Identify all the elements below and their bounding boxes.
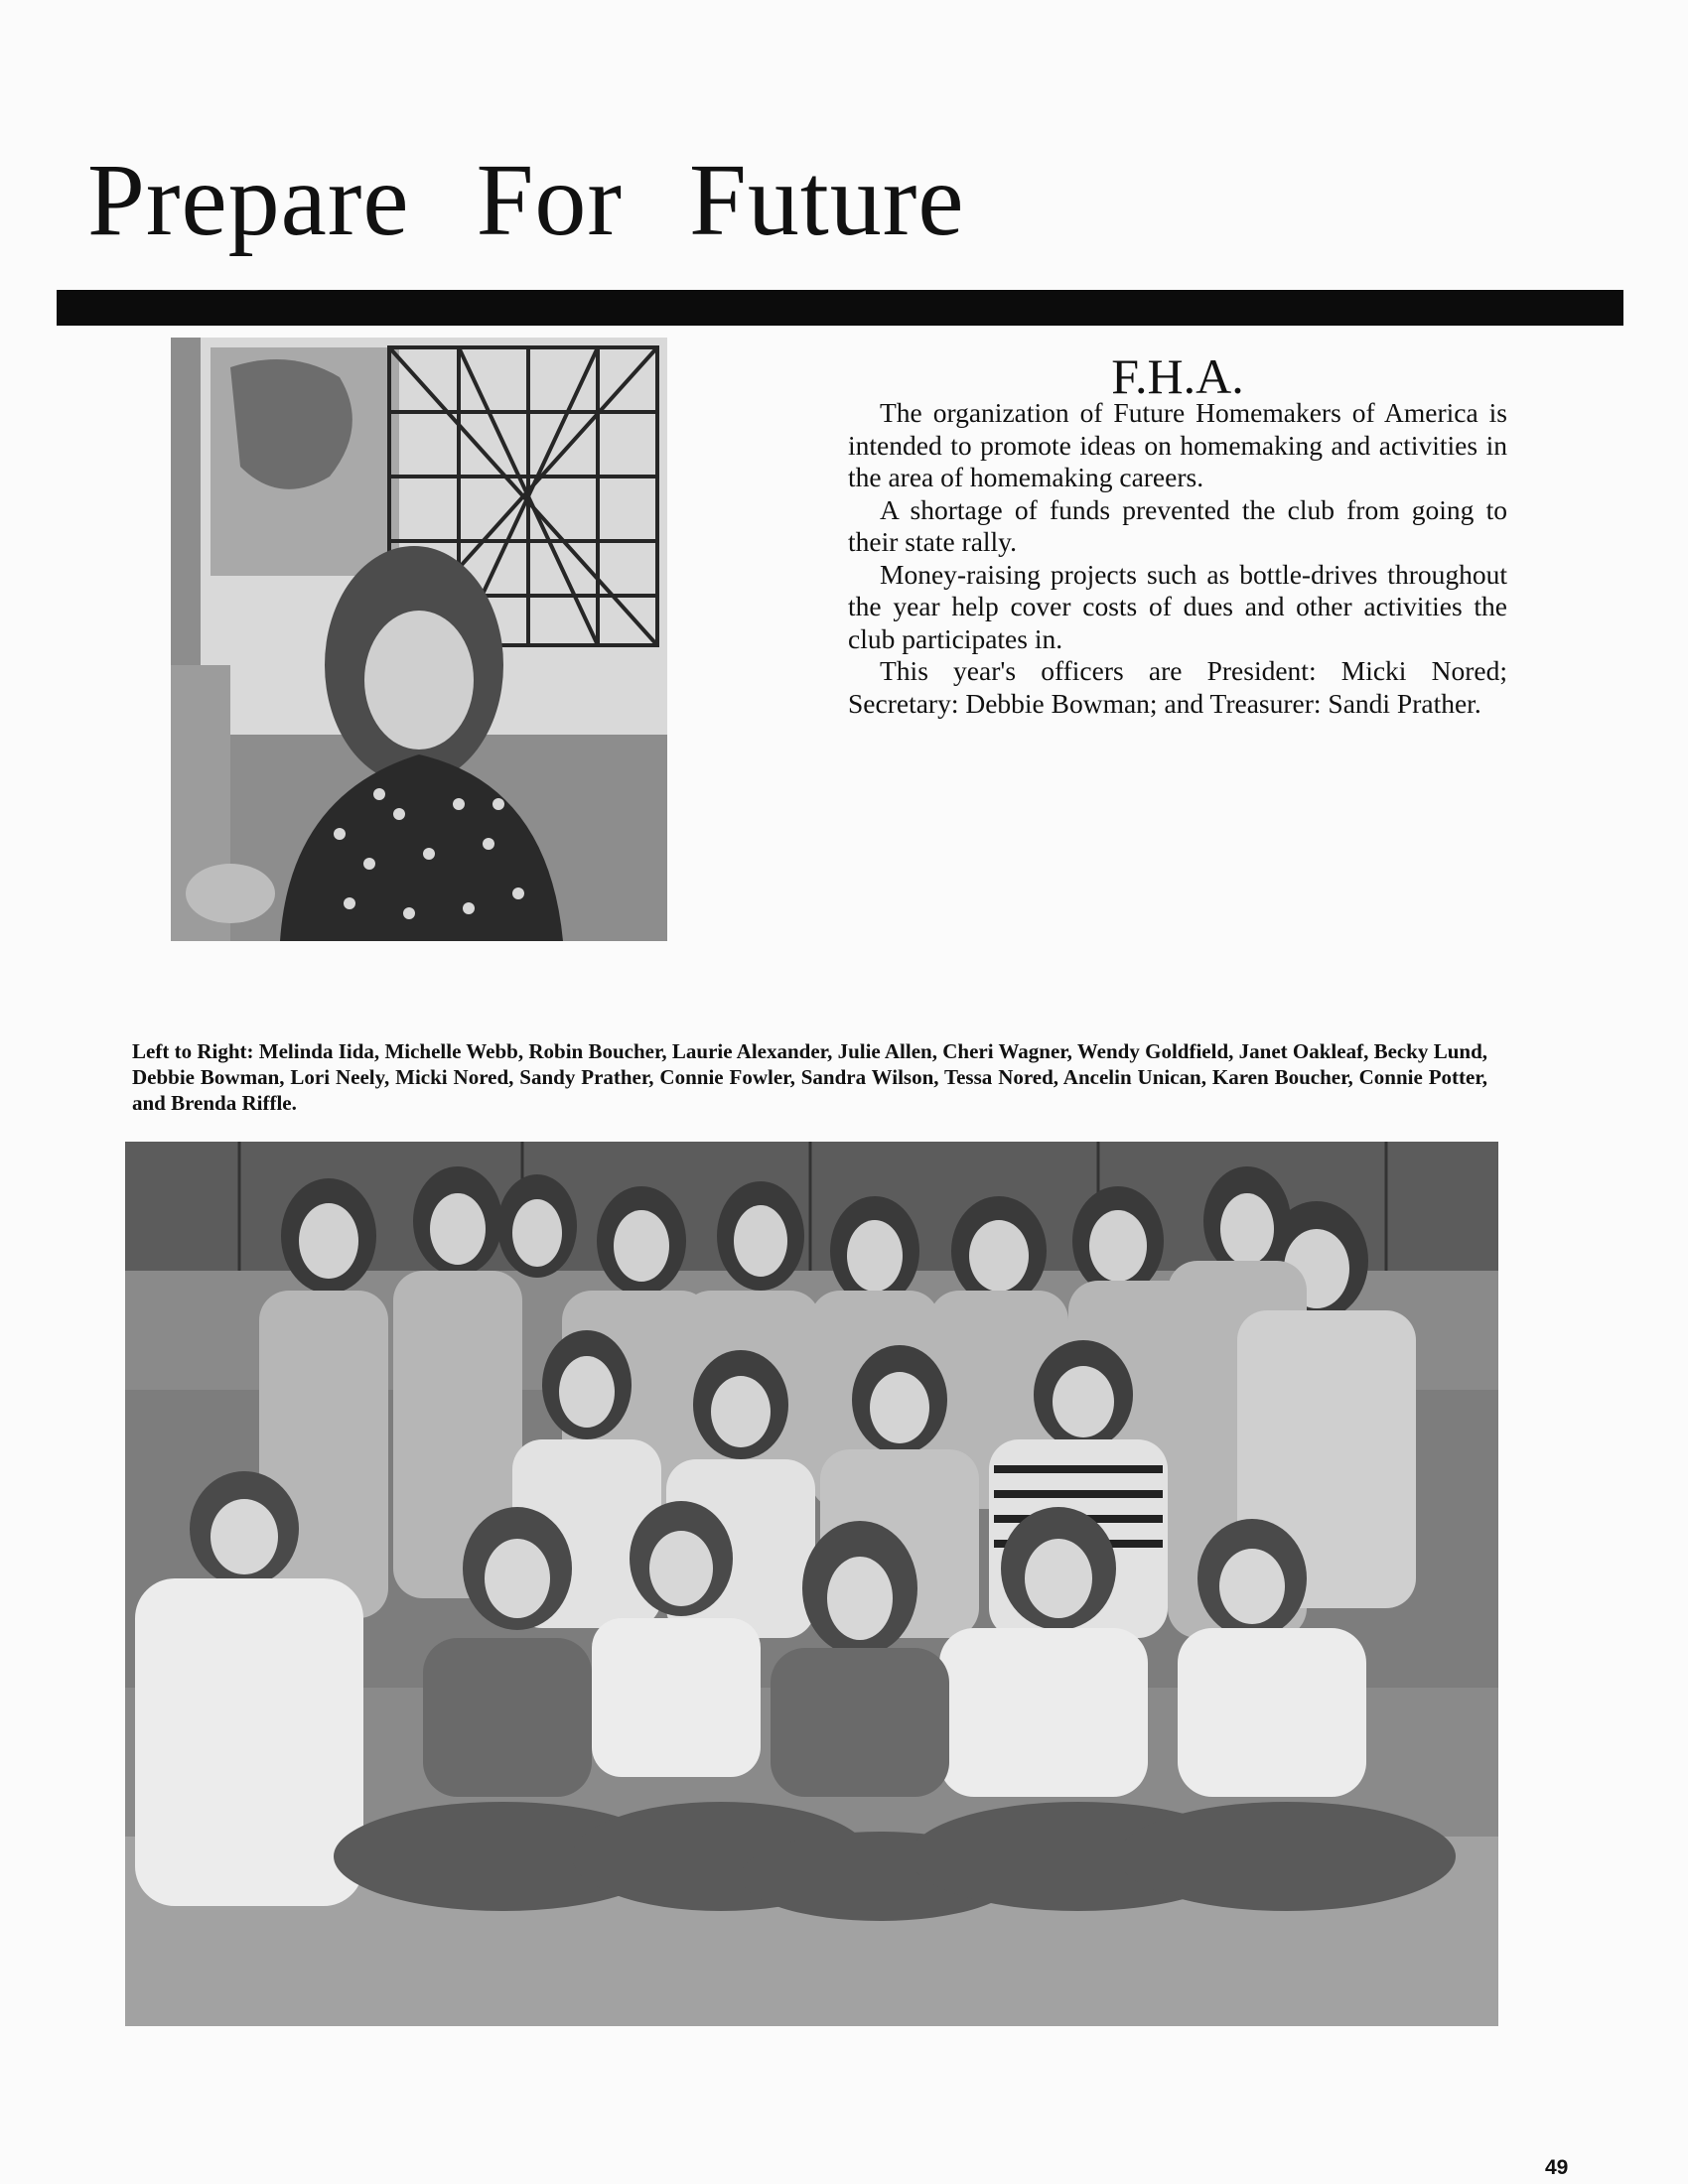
student-at-chart-photo-icon (171, 338, 667, 941)
group-photo-caption: Left to Right: Melinda Iida, Michelle Webb, Robin Boucher, Laurie Alexander, Julie Allen, Cheri Wagner, Wendy Goldfield, Janet Oakleaf, Becky Lund, Debbie Bowman, Lori Neely, Micki Nored, Sandy Prather, Connie Fowler, Sandra Wilson, Tessa Nored, Ancelin Unican, Karen Boucher, Connie Potter, and Brenda Riffle. (132, 1039, 1487, 1115)
article-body (848, 397, 1507, 720)
article-paragraph: This year's officers are President: Micki Nored; Secretary: Debbie Bowman; and Treasurer: Sandi Prather. (848, 655, 1507, 719)
page-title: Prepare For Future (87, 143, 965, 257)
article-paragraph: A shortage of funds prevented the club from going to their state rally. (848, 493, 1507, 557)
page-number: 49 (1545, 2156, 1569, 2179)
title-rule (57, 290, 1623, 326)
article-heading: F.H.A. (1111, 348, 1244, 404)
article-paragraph: Money-raising projects such as bottle-drives throughout the year help cover costs of dues and other activities the club participates in. (848, 558, 1507, 654)
article-paragraph: The organization of Future Homemakers of America is intended to promote ideas on homemaking and activities in the area of homemaking careers. (848, 397, 1507, 492)
fha-group-photo-icon (125, 1142, 1498, 2026)
